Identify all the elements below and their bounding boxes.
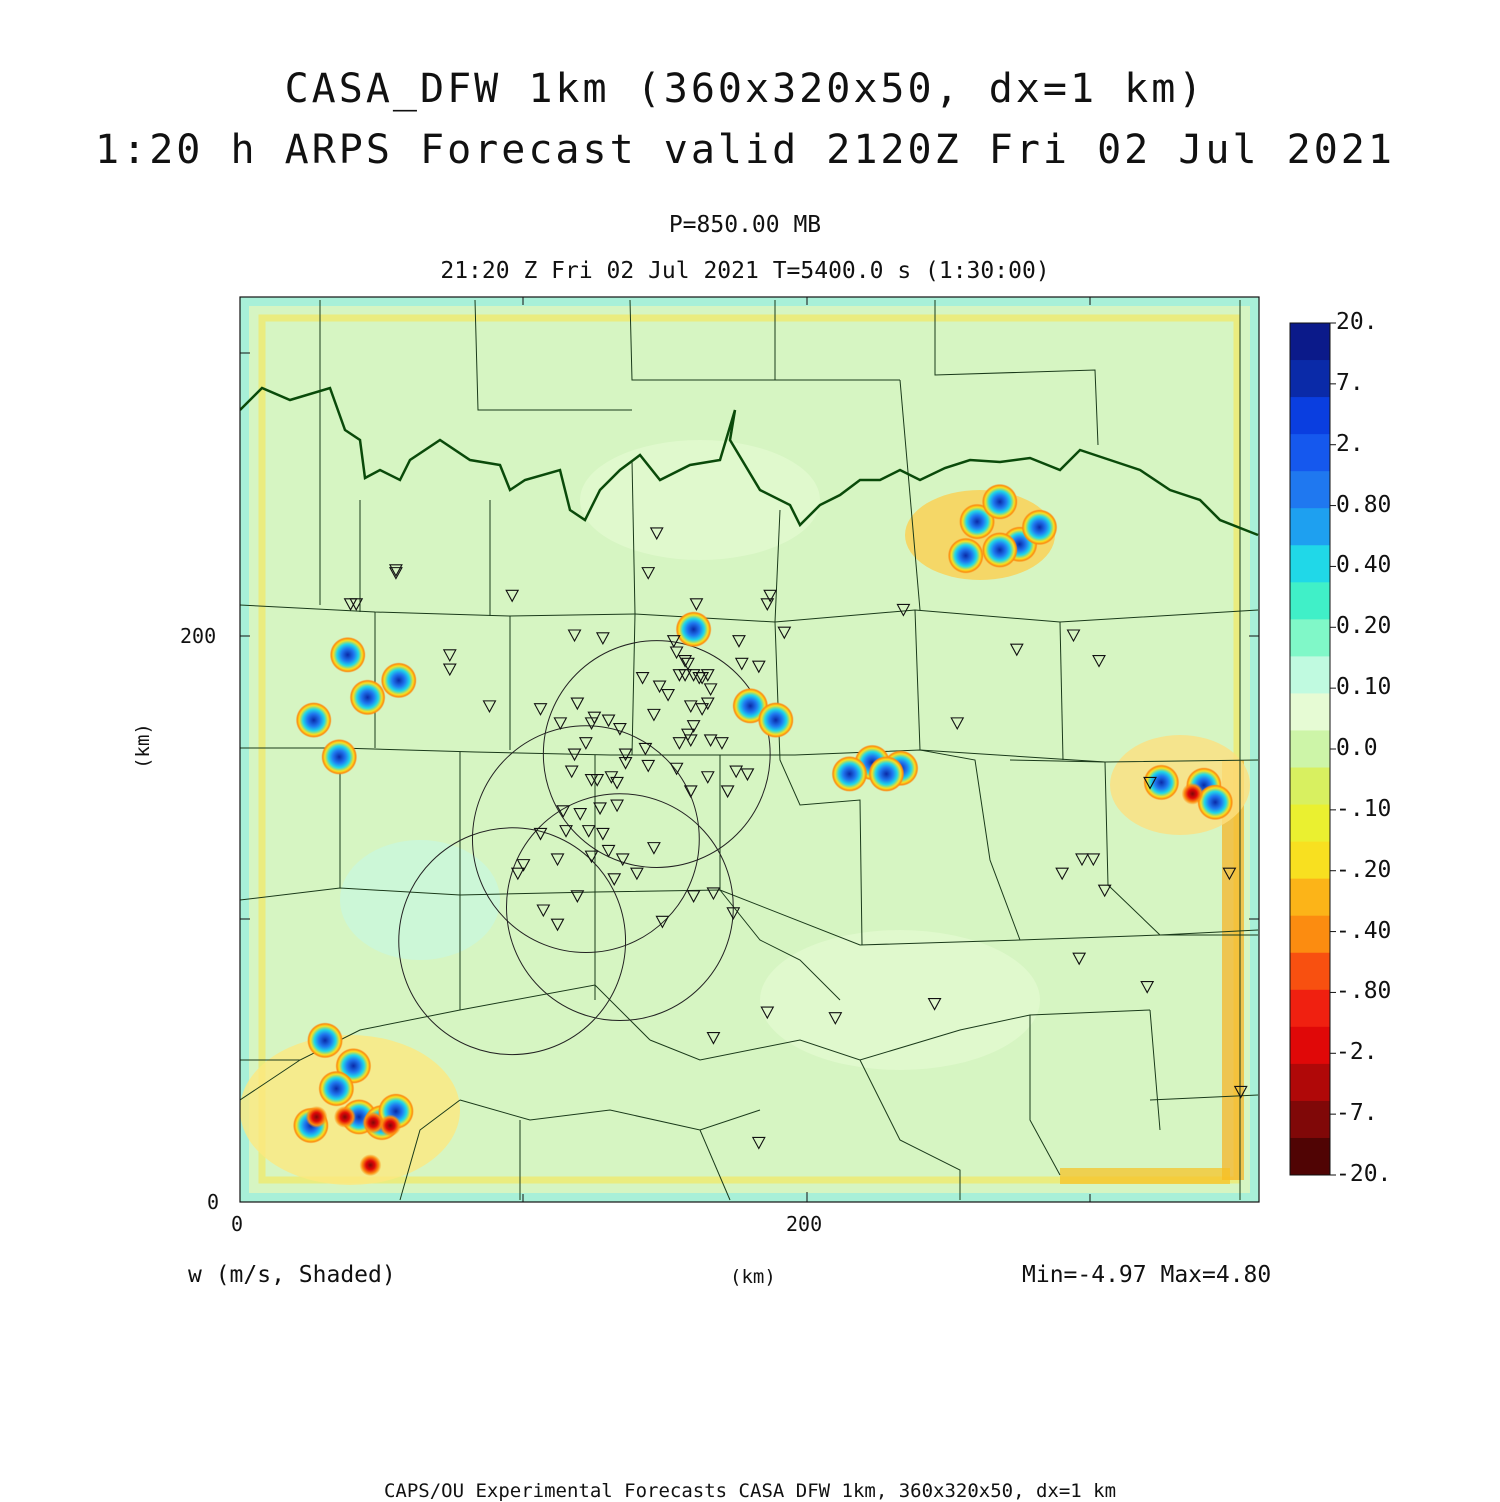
colorbar-label: 20. [1336,309,1378,335]
colorbar-swatch [1290,545,1330,583]
y-axis-unit: (km) [131,723,154,769]
updraft-cell [330,637,366,673]
updraft-cell [1021,509,1057,545]
colorbar-swatch [1290,916,1330,954]
downdraft-cell [306,1106,328,1128]
colorbar-swatch [1290,1138,1330,1176]
colorbar-swatch [1290,508,1330,546]
colorbar-swatch [1290,360,1330,398]
updraft-cell [1143,764,1179,800]
colorbar-swatch [1290,768,1330,806]
colorbar-label: 0.0 [1336,735,1378,761]
updraft-cell [318,1071,354,1107]
colorbar-swatch [1290,990,1330,1028]
colorbar-swatch [1290,805,1330,843]
updraft-cell [350,679,386,715]
updraft-cell [982,484,1018,520]
y-tick-label: 200 [180,624,217,648]
downdraft-cell [334,1106,356,1128]
colorbar-label: 2. [1336,430,1364,457]
updraft-cell [321,739,357,775]
updraft-cell [296,702,332,738]
colorbar-label: -20. [1336,1161,1392,1187]
downdraft-cell [379,1114,401,1136]
updraft-cell [868,756,904,792]
min-max-label: Min=-4.97 Max=4.80 [1022,1262,1272,1288]
updraft-cell [832,756,868,792]
variable-label: w (m/s, Shaded) [188,1262,396,1288]
colorbar-label: -7. [1336,1100,1378,1127]
downdraft-cell [359,1154,381,1176]
colorbar-swatch [1290,1064,1330,1102]
colorbar-swatch [1290,842,1330,880]
colorbar-swatch [1290,619,1330,657]
colorbar-swatch [1290,434,1330,472]
x-tick-label: 0 [231,1212,244,1236]
colorbar-label: -.40 [1336,917,1392,944]
updraft-cell [758,702,794,738]
chart-title-line1: CASA_DFW 1km (360x320x50, dx=1 km) [284,66,1206,112]
colorbar-label: 0.80 [1336,491,1392,518]
updraft-cell [948,538,984,574]
colorbar-swatch [1290,323,1330,361]
colorbar-swatch [1290,471,1330,509]
pressure-level-label: P=850.00 MB [668,212,822,238]
colorbar-label: -2. [1336,1039,1378,1066]
updraft-cell [676,611,712,647]
colorbar-swatch [1290,953,1330,991]
x-axis-unit: (km) [730,1266,776,1288]
updraft-cell [982,532,1018,568]
colorbar-swatch [1290,1027,1330,1065]
x-tick-label: 200 [786,1212,823,1236]
colorbar-label: 7. [1336,369,1364,396]
y-tick-label: 0 [207,1190,220,1214]
colorbar-label: -.10 [1336,795,1392,822]
colorbar-swatch [1290,730,1330,768]
colorbar [1290,323,1336,1176]
colorbar-label: 0.40 [1336,552,1392,579]
colorbar-swatch [1290,1101,1330,1139]
colorbar-swatch [1290,582,1330,620]
colorbar-swatch [1290,397,1330,435]
updraft-cell [381,662,417,698]
colorbar-label: 0.20 [1336,613,1392,640]
chart-title-line2: 1:20 h ARPS Forecast valid 2120Z Fri 02 Jul 2021 [95,127,1395,173]
colorbar-swatch [1290,879,1330,917]
colorbar-label: 0.10 [1336,674,1392,701]
colorbar-label: -.80 [1336,978,1392,1005]
colorbar-label: -.20 [1336,856,1392,883]
updraft-cell [307,1022,343,1058]
footer-credit: CAPS/OU Experimental Forecasts CASA DFW 1km, 360x320x50, dx=1 km [383,1480,1117,1502]
colorbar-swatch [1290,656,1330,694]
valid-time-label: 21:20 Z Fri 02 Jul 2021 T=5400.0 s (1:30:00) [440,258,1050,284]
downdraft-cell [1182,783,1204,805]
colorbar-swatch [1290,693,1330,731]
